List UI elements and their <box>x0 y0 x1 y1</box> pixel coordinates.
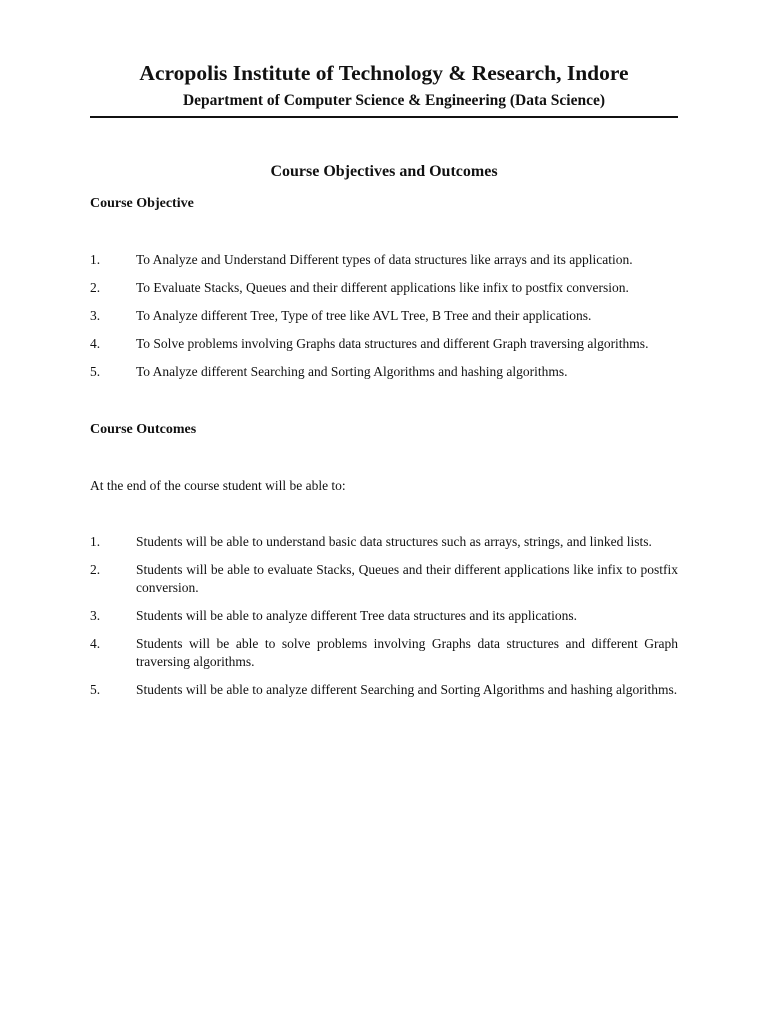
outcome-text: Students will be able to analyze different Tree data structures and its applications. <box>136 608 578 623</box>
objective-item <box>90 307 678 325</box>
department-title: Department of Computer Science & Engineering (Data Science) <box>182 92 605 109</box>
document-page <box>90 0 678 1024</box>
outcome-item <box>90 607 678 625</box>
list-number: 4. <box>90 636 101 651</box>
objective-item <box>90 279 678 297</box>
objective-item <box>90 251 678 269</box>
outcomes-heading: Course Outcomes <box>90 422 197 437</box>
list-number: 4. <box>90 336 101 351</box>
outcomes-intro: At the end of the course student will be able to: <box>90 478 346 493</box>
document-title: Course Objectives and Outcomes <box>270 163 498 180</box>
outcome-text: Students will be able to understand basic data structures such as arrays, strings, and linked lists. <box>136 534 652 549</box>
objective-text: To Analyze and Understand Different types of data structures like arrays and its application. <box>136 252 633 267</box>
objective-item <box>90 363 678 381</box>
outcome-item <box>90 533 678 551</box>
objective-text: To Analyze different Tree, Type of tree like AVL Tree, B Tree and their applications. <box>136 308 592 323</box>
outcome-item <box>90 681 678 699</box>
objectives-heading: Course Objective <box>90 196 194 211</box>
objective-item <box>90 335 678 353</box>
objective-text: To Evaluate Stacks, Queues and their different applications like infix to postfix conversion. <box>136 280 629 295</box>
objective-text: To Solve problems involving Graphs data structures and different Graph traversing algorithms. <box>136 336 649 351</box>
list-number: 2. <box>90 562 101 577</box>
header-divider <box>90 116 678 118</box>
objective-text: To Analyze different Searching and Sorting Algorithms and hashing algorithms. <box>136 364 568 379</box>
list-number: 3. <box>90 608 101 623</box>
institute-title: Acropolis Institute of Technology & Research, Indore <box>139 61 629 85</box>
list-number: 1. <box>90 534 101 549</box>
outcome-text: Students will be able to solve problems involving Graphs data structures and different Graph traversing algorithms. <box>136 636 678 669</box>
objectives-list <box>90 251 678 391</box>
list-number: 5. <box>90 682 101 697</box>
outcomes-list <box>90 533 678 709</box>
outcome-text: Students will be able to evaluate Stacks, Queues and their different applications like infix to postfix conversion. <box>136 562 678 595</box>
outcome-text: Students will be able to analyze different Searching and Sorting Algorithms and hashing algorithms. <box>136 682 678 697</box>
list-number: 2. <box>90 280 101 295</box>
outcome-item <box>90 635 678 671</box>
list-number: 5. <box>90 364 101 379</box>
outcome-item <box>90 561 678 597</box>
list-number: 3. <box>90 308 101 323</box>
list-number: 1. <box>90 252 101 267</box>
